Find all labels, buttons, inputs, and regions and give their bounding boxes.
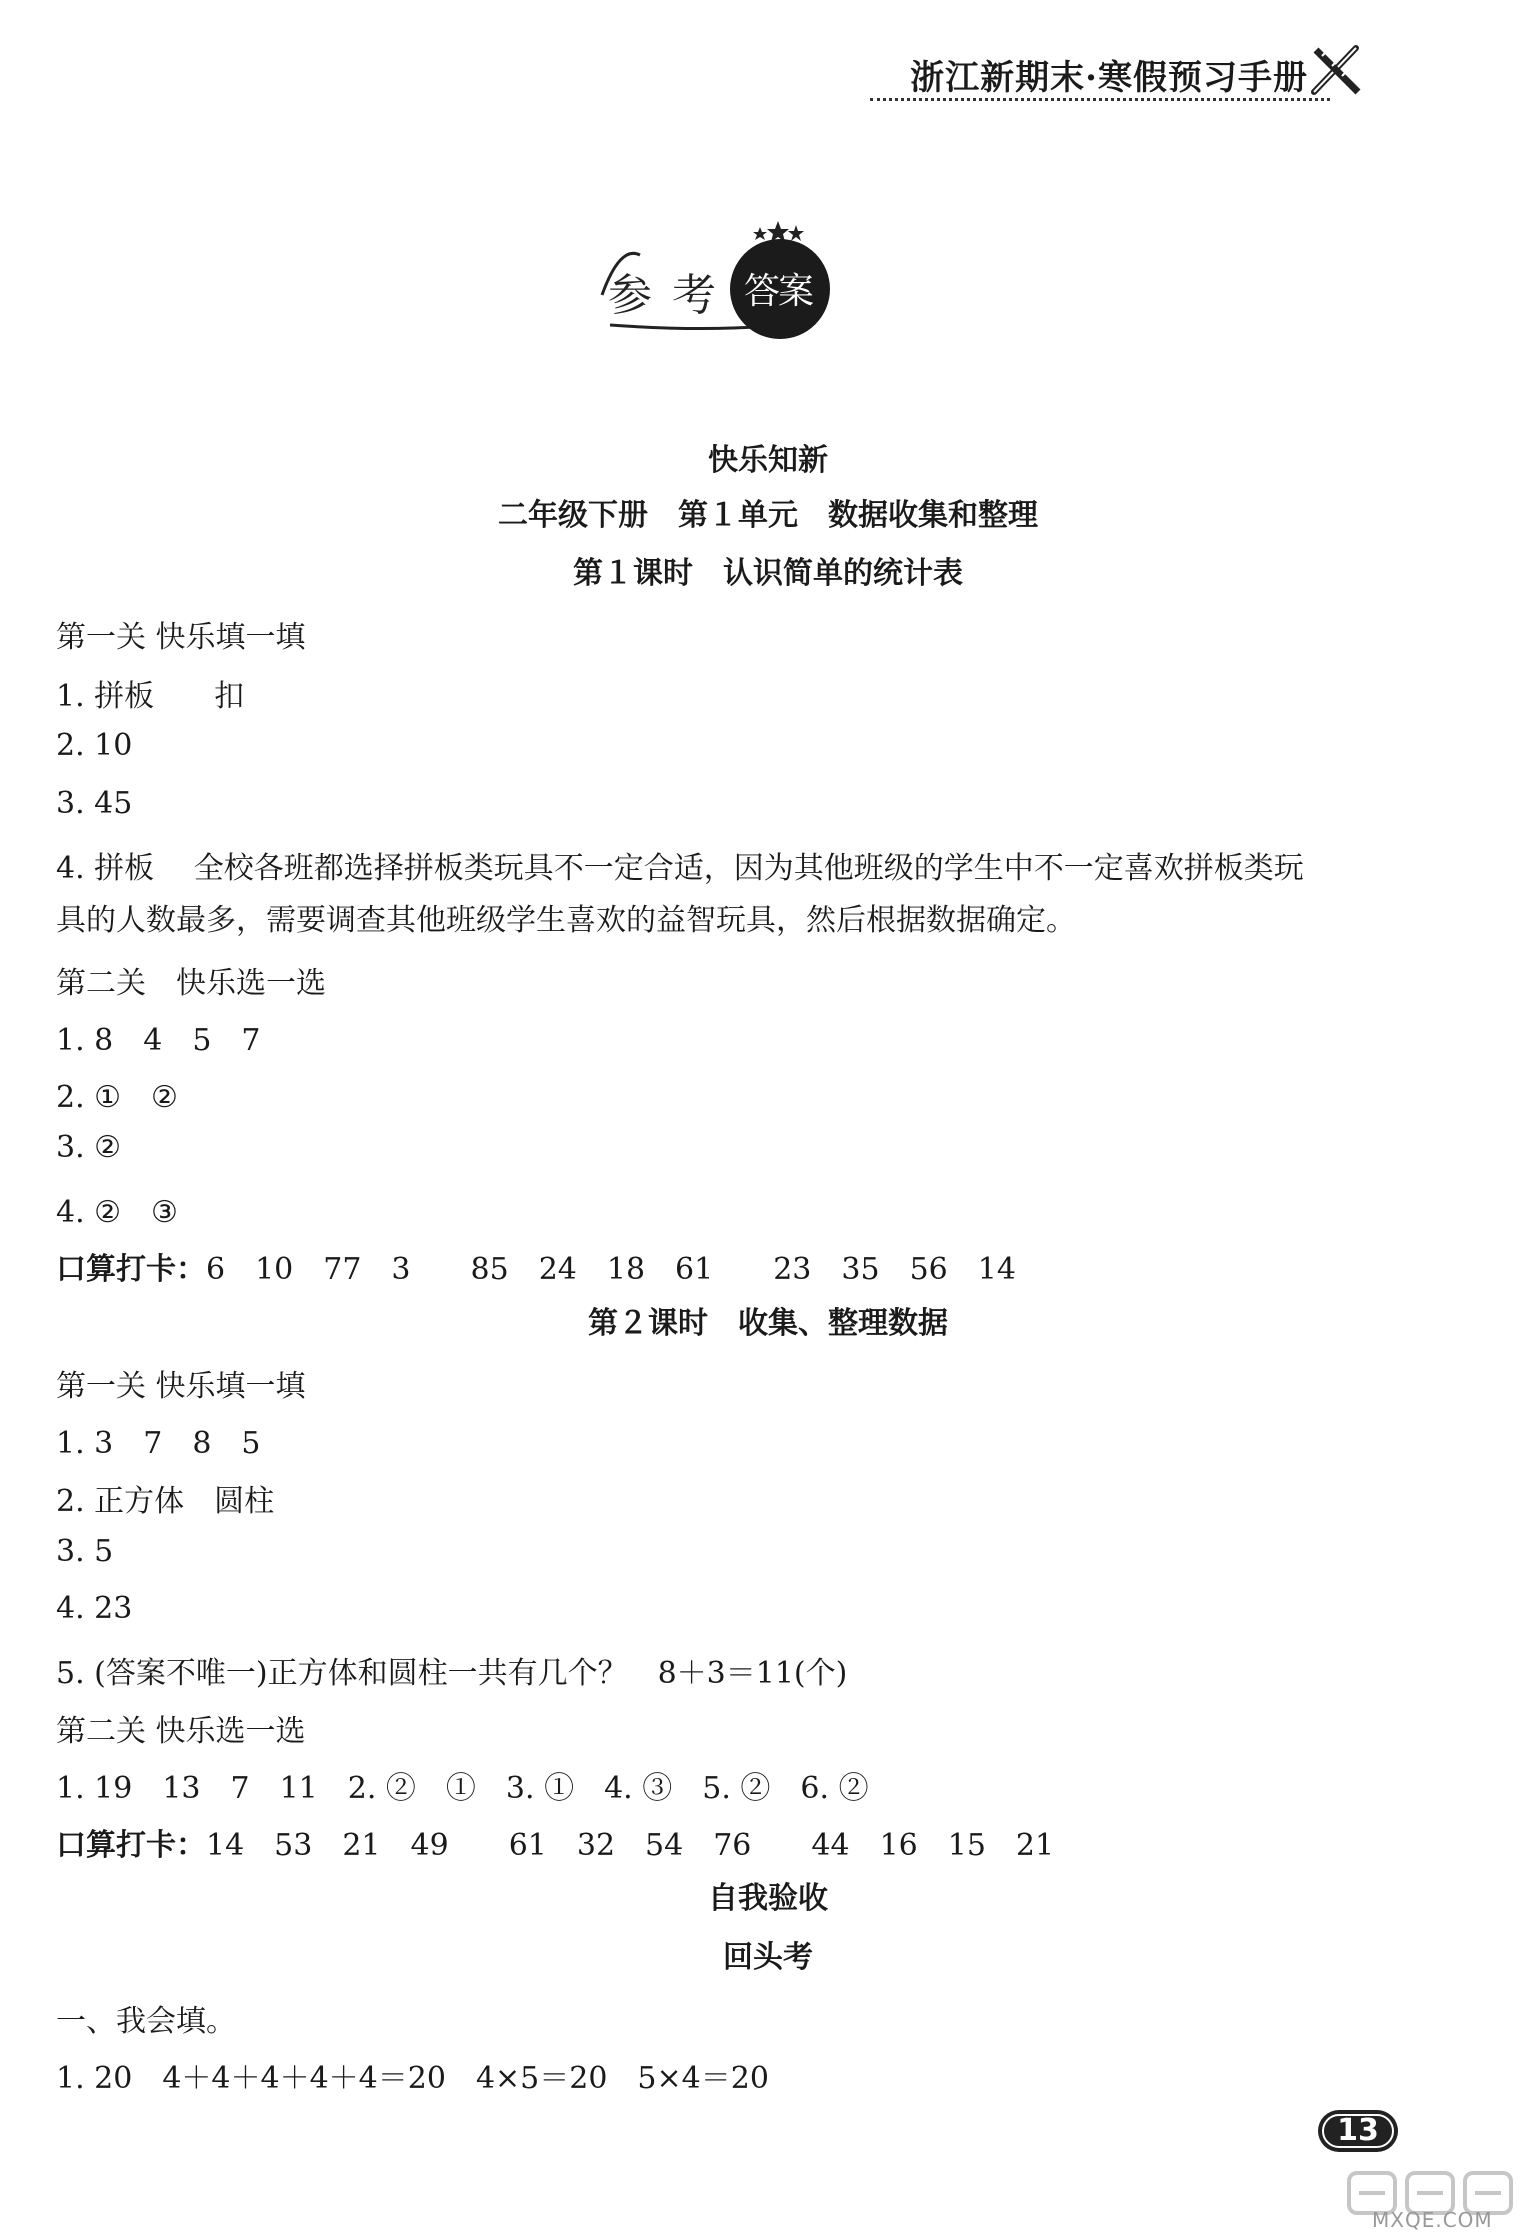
lesson-1-kousuan [56,1244,1016,1288]
review-heading: 一、我会填。 [56,2004,236,2039]
lesson-2-part-1-heading: 第一关 快乐填一填 [56,1369,306,1404]
logo-char-can: 参 [608,270,652,321]
review-subtitle: 回头考 [723,1940,813,1975]
page-number-text: 13 [1337,2113,1379,2148]
lesson-2-title: 第２课时 收集、整理数据 [588,1306,948,1341]
page-number-ring [1322,2114,1394,2148]
watermark-url: MXQE.COM [1372,2208,1493,2232]
list-item: 1. 19 13 7 11 2. ② ① 3. ① 4. ③ 5. ② 6. ② [56,1771,869,1806]
list-item: 4. 拼板 全校各班都选择拼板类玩具不一定合适，因为其他班级的学生中不一定喜欢拼板类玩 [56,851,1304,886]
list-item: 2. ① ② [56,1080,178,1115]
pencil-ruler-icon [1308,40,1364,98]
kousuan-label: 口算打卡： [56,1828,206,1863]
lesson-1-part-1-heading: 第一关 快乐填一填 [56,620,306,655]
logo-answer-text: 答案 [744,271,813,312]
list-item: 2. 10 [56,728,133,763]
lesson-2-part-2-heading: 第二关 快乐选一选 [56,1714,306,1749]
section-title: 快乐知新 [708,443,828,478]
book-title: 浙江新期末·寒假预习手册 [910,58,1308,98]
list-item: 1. 8 4 5 7 [56,1023,261,1058]
list-item: 3. 45 [56,786,133,821]
list-item-continuation: 具的人数最多，需要调查其他班级学生喜欢的益智玩具，然后根据数据确定。 [56,903,1076,938]
unit-title: 二年级下册 第１单元 数据收集和整理 [498,498,1038,533]
list-item: 5. (答案不唯一)正方体和圆柱一共有几个？ 8＋3＝11(个) [56,1656,848,1691]
logo-char-kao: 考 [672,270,716,321]
list-item: 4. 23 [56,1591,133,1626]
lesson-2-kousuan [56,1820,1054,1864]
kousuan-values: 6 10 77 3 85 24 18 61 23 35 56 14 [206,1252,1016,1287]
header-dotted-rule [870,98,1330,101]
kousuan-values: 14 53 21 49 61 32 54 76 44 16 15 21 [206,1828,1055,1863]
list-item: 3. ② [56,1130,122,1165]
list-item: 3. 5 [56,1534,114,1569]
list-item: 1. 3 7 8 5 [56,1426,261,1461]
list-item: 1. 拼板 扣 [56,679,245,714]
lesson-1-title: 第１课时 认识简单的统计表 [573,556,963,591]
list-item: 2. 正方体 圆柱 [56,1484,275,1519]
review-title: 自我验收 [708,1881,828,1916]
answer-key-logo [600,215,840,335]
list-item: 4. ② ③ [56,1195,178,1230]
page-number [1318,2110,1398,2152]
kousuan-label: 口算打卡： [56,1252,206,1287]
list-item: 1. 20 4＋4＋4＋4＋4＝20 4×5＝20 5×4＝20 [56,2061,769,2096]
running-header [870,50,1370,98]
lesson-1-part-2-heading: 第二关 快乐选一选 [56,966,326,1001]
